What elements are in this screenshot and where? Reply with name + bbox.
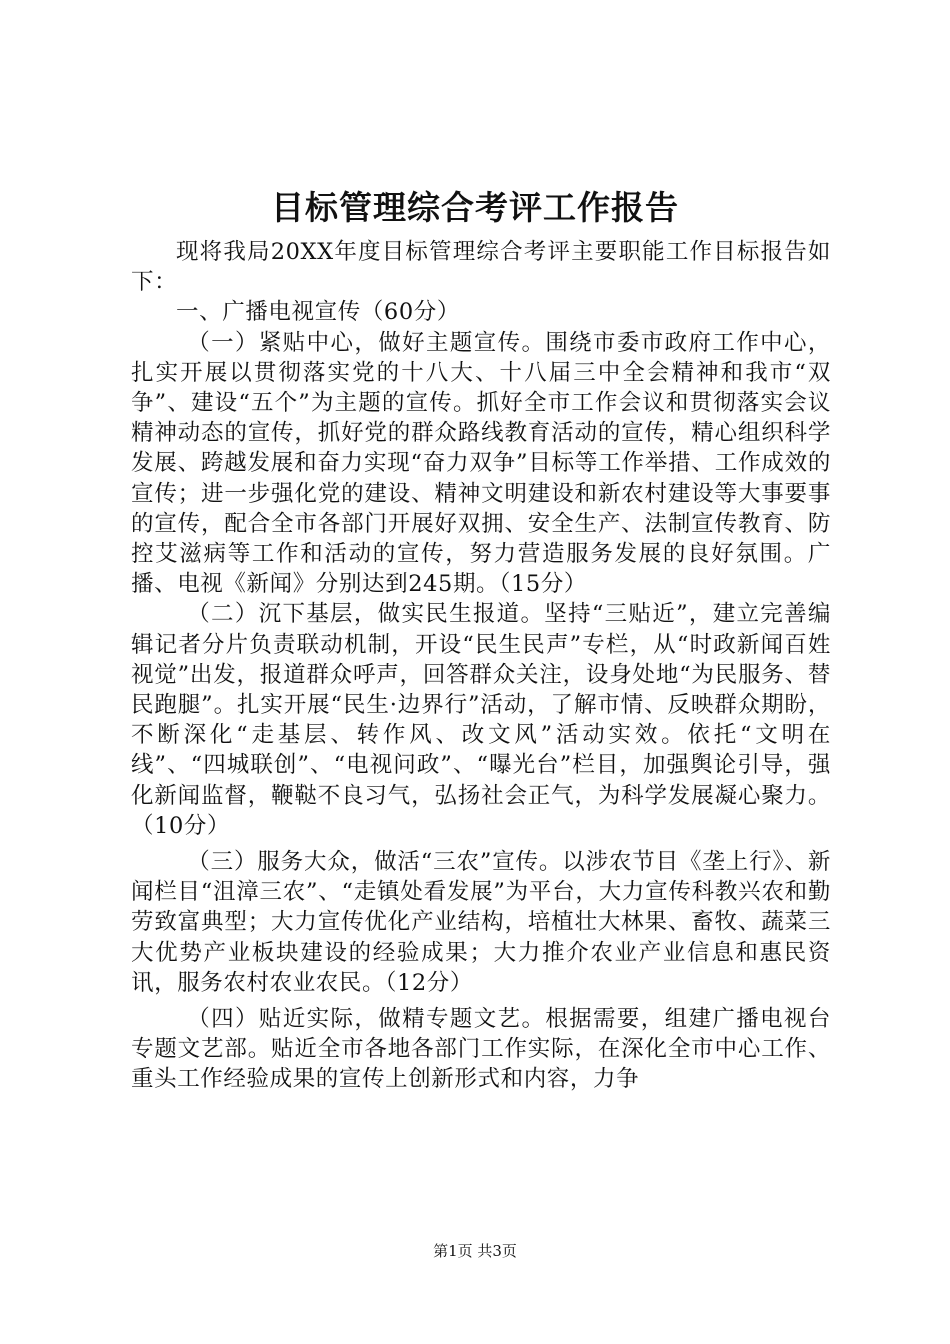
- section-heading: 一、广播电视宣传（60分）: [176, 299, 460, 326]
- paragraph-item-4: （四）贴近实际，做精专题文艺。根据需要，组建广播电视台专题文艺部。贴近全市各地各部门工作实际，在深化全市中心工作、重头工作经验成果的宣传上创新形式和内容，力争: [131, 1006, 831, 1093]
- paragraph-item-1: （一）紧贴中心，做好主题宣传。围绕市委市政府工作中心，扎实开展以贯彻落实党的十八大、十八届三中全会精神和我市“双争”、建设“五个”为主题的宣传。抓好全市工作会议和贯彻落实会议精神动态的宣传，抓好党的群众路线教育活动的宣传，精心组织科学发展、跨越发展和奋力实现“奋力双争”目标等工作举措、工作成效的宣传；进一步强化党的建设、精神文明建设和新农村建设等大事要事的宣传，配合全市各部门开展好双拥、安全生产、法制宣传教育、防控艾滋病等工作和活动的宣传，努力营造服务发展的良好氛围。广播、电视《新闻》分别达到245期。（15分）: [131, 329, 831, 598]
- paragraph-item-2: （二）沉下基层，做实民生报道。坚持“三贴近”，建立完善编辑记者分片负责联动机制，开设“民生民声”专栏，从“时政新闻百姓视觉”出发，报道群众呼声，回答群众关注，设身处地“为民服务、替民跑腿”。扎实开展“民生·边界行”活动，了解市情、反映群众期盼，不断深化“走基层、转作风、改文风”活动实效。依托“文明在线”、“四城联创”、“电视问政”、“曝光台”栏目，加强舆论引导，强化新闻监督，鞭鞑不良习气，弘扬社会正气，为科学发展凝心聚力。（10分）: [131, 601, 831, 839]
- document-body: [131, 237, 831, 1095]
- intro-paragraph: 现将我局20XX年度目标管理综合考评主要职能工作目标报告如下：: [131, 239, 831, 296]
- paragraph-item-3: （三）服务大众，做活“三农”宣传。以涉农节目《垄上行》、新闻栏目“沮漳三农”、“走镇处看发展”为平台，大力宣传科教兴农和勤劳致富典型；大力宣传优化产业结构，培植壮大林果、畜牧、蔬菜三大优势产业板块建设的经验成果；大力推介农业产业信息和惠民资讯，服务农村农业农民。（12分）: [131, 849, 831, 996]
- page-footer: 第1页 共3页: [433, 1242, 517, 1260]
- document-title: 目标管理综合考评工作报告: [271, 188, 679, 227]
